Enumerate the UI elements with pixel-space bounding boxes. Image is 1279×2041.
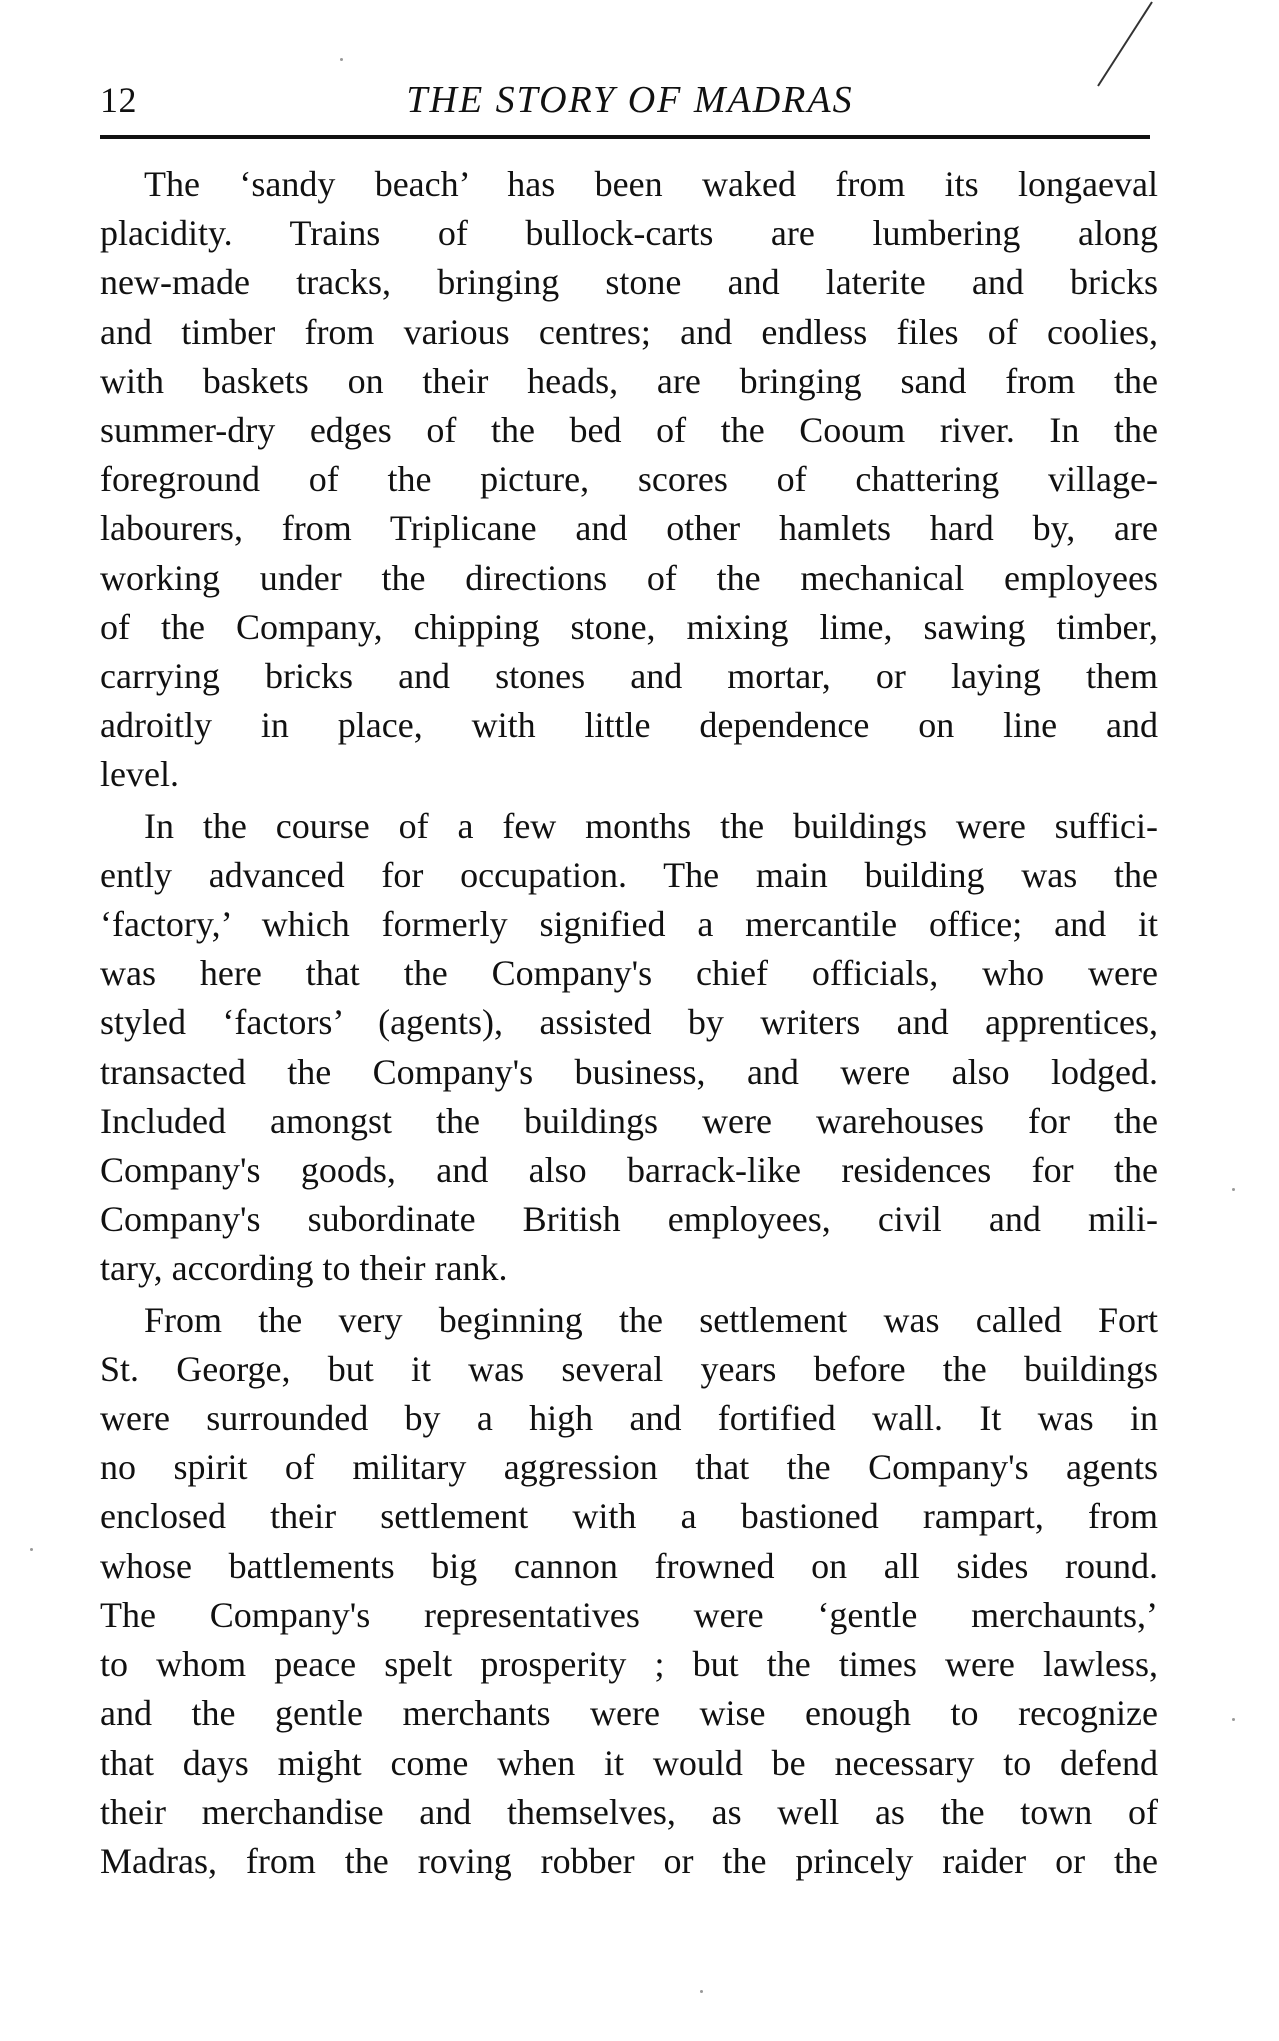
text-line: and the gentle merchants were wise enough to recognize (100, 1693, 1158, 1734)
paper-speck (340, 58, 343, 61)
text-line: transacted the Company's business, and were also lodged. (100, 1051, 1158, 1092)
text-line: Included amongst the buildings were warehouses for the (100, 1100, 1158, 1141)
paragraph-1 (100, 160, 1158, 800)
text-line: The Company's representatives were ‘gentle merchaunts,’ (100, 1594, 1158, 1635)
text-line: of the Company, chipping stone, mixing lime, sawing timber, (100, 606, 1158, 647)
text-line: whose battlements big cannon frowned on all sides round. (100, 1545, 1158, 1586)
text-line: Madras, from the roving robber or the princely raider or the (100, 1840, 1158, 1881)
paper-speck (700, 1990, 703, 1993)
text-line: From the very beginning the settlement was called Fort (144, 1299, 1158, 1340)
text-line: placidity. Trains of bullock-carts are lumbering along (100, 213, 1158, 254)
page-header (100, 72, 1150, 132)
paper-speck (1232, 1188, 1235, 1191)
text-line: Company's subordinate British employees, civil and mili- (100, 1199, 1158, 1240)
running-title: THE STORY OF MADRAS (406, 79, 854, 121)
text-line: with baskets on their heads, are bringing sand from the (100, 360, 1158, 401)
paragraph-2 (100, 802, 1158, 1294)
paper-speck (1232, 1718, 1235, 1721)
text-line: ently advanced for occupation. The main building was the (100, 854, 1158, 895)
text-line: and timber from various centres; and endless files of coolies, (100, 311, 1158, 352)
text-line: to whom peace spelt prosperity ; but the times were lawless, (100, 1644, 1158, 1685)
paragraph-3 (100, 1296, 1158, 1886)
body-text (100, 160, 1158, 1888)
text-line: no spirit of military aggression that the Company's agents (100, 1447, 1158, 1488)
text-line: carrying bricks and stones and mortar, or laying them (100, 656, 1158, 697)
text-line: adroitly in place, with little dependence on line and (100, 705, 1158, 746)
text-line: ‘factory,’ which formerly signified a mercantile office; and it (100, 904, 1158, 945)
text-line: tary, according to their rank. (100, 1248, 508, 1289)
text-line: St. George, but it was several years before the buildings (100, 1348, 1158, 1389)
text-line: level. (100, 754, 179, 795)
header-rule (100, 135, 1150, 139)
text-line: their merchandise and themselves, as well as the town of (100, 1791, 1158, 1832)
text-line: labourers, from Triplicane and other hamlets hard by, are (100, 508, 1158, 549)
text-line: The ‘sandy beach’ has been waked from its longaeval (144, 164, 1158, 204)
text-line: working under the directions of the mechanical employees (100, 557, 1158, 598)
text-line: were surrounded by a high and fortified wall. It was in (100, 1398, 1158, 1439)
text-line: that days might come when it would be necessary to defend (100, 1742, 1158, 1783)
text-line: enclosed their settlement with a bastioned rampart, from (100, 1496, 1158, 1537)
text-line: Company's goods, and also barrack-like residences for the (100, 1150, 1158, 1191)
text-line: new-made tracks, bringing stone and laterite and bricks (100, 262, 1158, 303)
text-line: styled ‘factors’ (agents), assisted by writers and apprentices, (100, 1002, 1158, 1043)
text-line: In the course of a few months the buildings were suffici- (144, 805, 1158, 846)
text-line: summer-dry edges of the bed of the Cooum river. In the (100, 410, 1158, 451)
text-line: was here that the Company's chief officials, who were (100, 953, 1158, 994)
page-number: 12 (100, 80, 137, 120)
text-line: foreground of the picture, scores of chattering village- (100, 459, 1158, 500)
paper-speck (30, 1548, 33, 1551)
